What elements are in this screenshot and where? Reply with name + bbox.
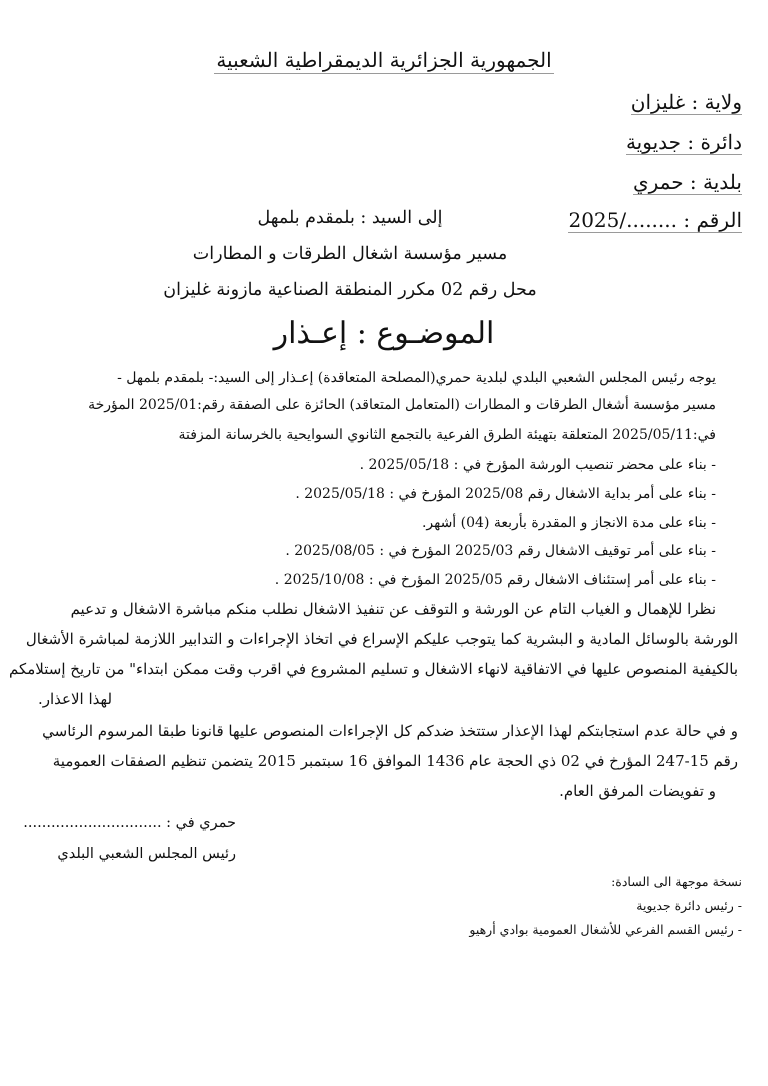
baladia-text: بلدية : حمري <box>632 170 742 194</box>
signature-place-date: حمري في : .............................. <box>23 815 236 831</box>
paragraph2-line: و تفويضات المرفق العام. <box>559 782 716 800</box>
recipient-role: مسير مؤسسة اشغال الطرقات و المطارات <box>192 244 508 264</box>
republic-title: الجمهورية الجزائرية الديمقراطية الشعبية <box>216 48 552 72</box>
wilaya-text: ولاية : غليزان <box>630 90 742 114</box>
bullet-item: - بناء على أمر توقيف الاشغال رقم 2025/03 المؤرخ في : 2025/08/05 . <box>285 543 716 559</box>
paragraph1-line: نظرا للإهمال و الغياب التام عن الورشة و التوقف عن تنفيذ الاشغال نطلب منكم مباشرة الاشغال و تدعيم <box>70 600 716 618</box>
intro-line: يوجه رئيس المجلس الشعبي البلدي لبلدية حمري(المصلحة المتعاقدة) إعـذار إلى السيد:- بلمقدم بلمهل - <box>117 370 716 386</box>
bullet-item: - بناء على أمر بداية الاشغال رقم 2025/08 المؤرخ في : 2025/05/18 . <box>295 486 716 502</box>
intro-line: مسير مؤسسة أشغال الطرقات و المطارات (المتعامل المتعاقد) الحائزة على الصفقة رقم:2025/01 المؤرخة <box>88 397 716 413</box>
reference-text: الرقم : ......../2025 <box>568 208 742 232</box>
paragraph2-line: رقم 15-247 المؤرخ في 02 ذي الحجة عام 1436 الموافق 16 سبتمبر 2015 يتضمن تنظيم الصفقات العمومية <box>52 752 738 770</box>
copies-heading: نسخة موجهة الى السادة: <box>611 874 742 889</box>
paragraph1-line: الورشة بالوسائل المادية و البشرية كما يتوجب عليكم الإسراع في اتخاذ الإجراءات و التدابير اللازمة لمباشرة الأشغال <box>25 630 738 648</box>
subject-title: الموضـوع : إعـذار <box>273 316 495 351</box>
paragraph1-line: لهذا الاعذار. <box>38 690 113 708</box>
copies-item: - رئيس دائرة جديوية <box>636 898 742 913</box>
daira-label <box>626 130 742 154</box>
recipient-address: محل رقم 02 مكرر المنطقة الصناعية مازونة غليزان <box>163 280 537 300</box>
paragraph1-line: بالكيفية المنصوص عليها في الاتفاقية لانهاء الاشغال و تسليم المشروع في اقرب وقت ممكن ابتداء" من تاريخ إستلامكم <box>9 660 738 678</box>
intro-line: في:2025/05/11 المتعلقة بتهيئة الطرق الفرعية بالتجمع الثانوي السوايحية بالخرسانة المزفتة <box>178 427 716 443</box>
bullet-item: - بناء على مدة الانجاز و المقدرة بأربعة (04) أشهر. <box>421 515 716 531</box>
wilaya-label <box>631 90 742 114</box>
copies-item: - رئيس القسم الفرعي للأشغال العمومية بوادي أرهيو <box>469 922 742 937</box>
bullet-item: - بناء على أمر إستئناف الاشغال رقم 2025/05 المؤرخ في : 2025/10/08 . <box>274 572 716 588</box>
bullet-item: - بناء على محضر تنصيب الورشة المؤرخ في : 2025/05/18 . <box>359 457 716 473</box>
recipient-name: إلى السيد : بلمقدم بلمهل <box>257 208 443 228</box>
republic-heading <box>0 48 768 72</box>
paragraph2-line: و في حالة عدم استجابتكم لهذا الإعذار ستتخذ ضدكم كل الإجراءات المنصوص عليها قانونا طبقا المرسوم الرئاسي <box>42 722 738 740</box>
baladia-label <box>633 170 742 194</box>
daira-text: دائرة : جديوية <box>625 130 742 154</box>
signature-title: رئيس المجلس الشعبي البلدي <box>57 846 236 862</box>
reference-number <box>568 208 742 232</box>
